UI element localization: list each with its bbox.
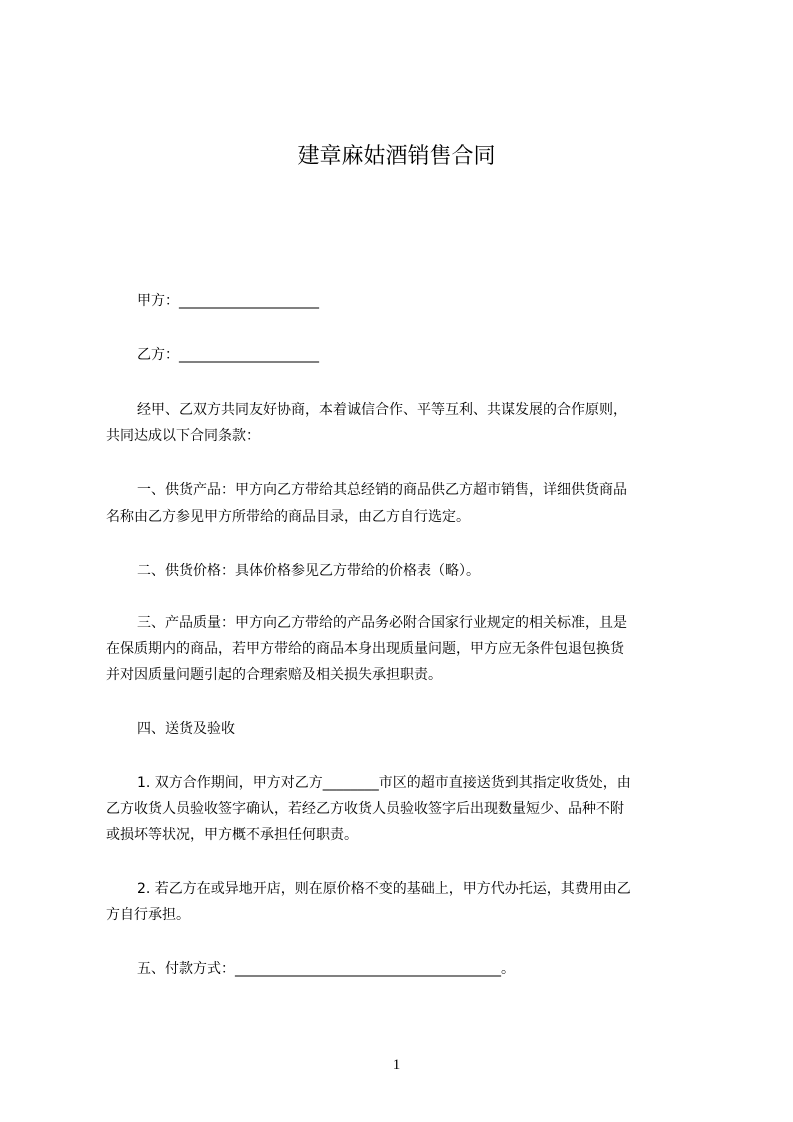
clause-1-line-2: 名称由乙方参见甲方所带给的商品目录，由乙方自行选定。	[106, 509, 470, 525]
clause-3-line-1: 三、产品质量：甲方向乙方带给的产品务必附合国家行业规定的相关标准，且是	[137, 615, 627, 631]
document-title: 建章麻姑酒销售合同	[297, 144, 496, 169]
clause-4-item-1-line-1: 1. 双方合作期间，甲方对乙方________市区的超市直接送货到其指定收货处，由	[137, 775, 631, 791]
clause-3-line-2: 在保质期内的商品，若甲方带给的商品本身出现质量问题，甲方应无条件包退包换货	[106, 641, 624, 657]
clause-2-line: 二、供货价格：具体价格参见乙方带给的价格表（略）。	[137, 563, 480, 579]
party-b-line: 乙方：____________________	[137, 347, 319, 363]
clause-4-heading: 四、送货及验收	[137, 721, 235, 737]
page-number: 1	[392, 1057, 401, 1073]
party-a-line: 甲方：____________________	[137, 293, 319, 309]
clause-4-item-2-line-2: 方自行承担。	[106, 907, 190, 923]
clause-4-item-1-line-3: 或损坏等状况，甲方概不承担任何职责。	[106, 827, 358, 843]
clause-1-line-1: 一、供货产品：甲方向乙方带给其总经销的商品供乙方超市销售，详细供货商品	[137, 482, 627, 498]
preamble-line-2: 共同达成以下合同条款：	[106, 428, 260, 444]
clause-5-line: 五、付款方式：______________________________________。	[137, 961, 515, 977]
preamble-line-1: 经甲、乙双方共同友好协商，本着诚信合作、平等互利、共谋发展的合作原则，	[137, 402, 627, 418]
clause-4-item-2-line-1: 2. 若乙方在或异地开店，则在原价格不变的基础上，甲方代办托运，其费用由乙	[137, 881, 631, 897]
clause-4-item-1-line-2: 乙方收货人员验收签字确认，若经乙方收货人员验收签字后出现数量短少、品种不附	[106, 801, 624, 817]
clause-3-line-3: 并对因质量问题引起的合理索赔及相关损失承担职责。	[106, 667, 442, 683]
